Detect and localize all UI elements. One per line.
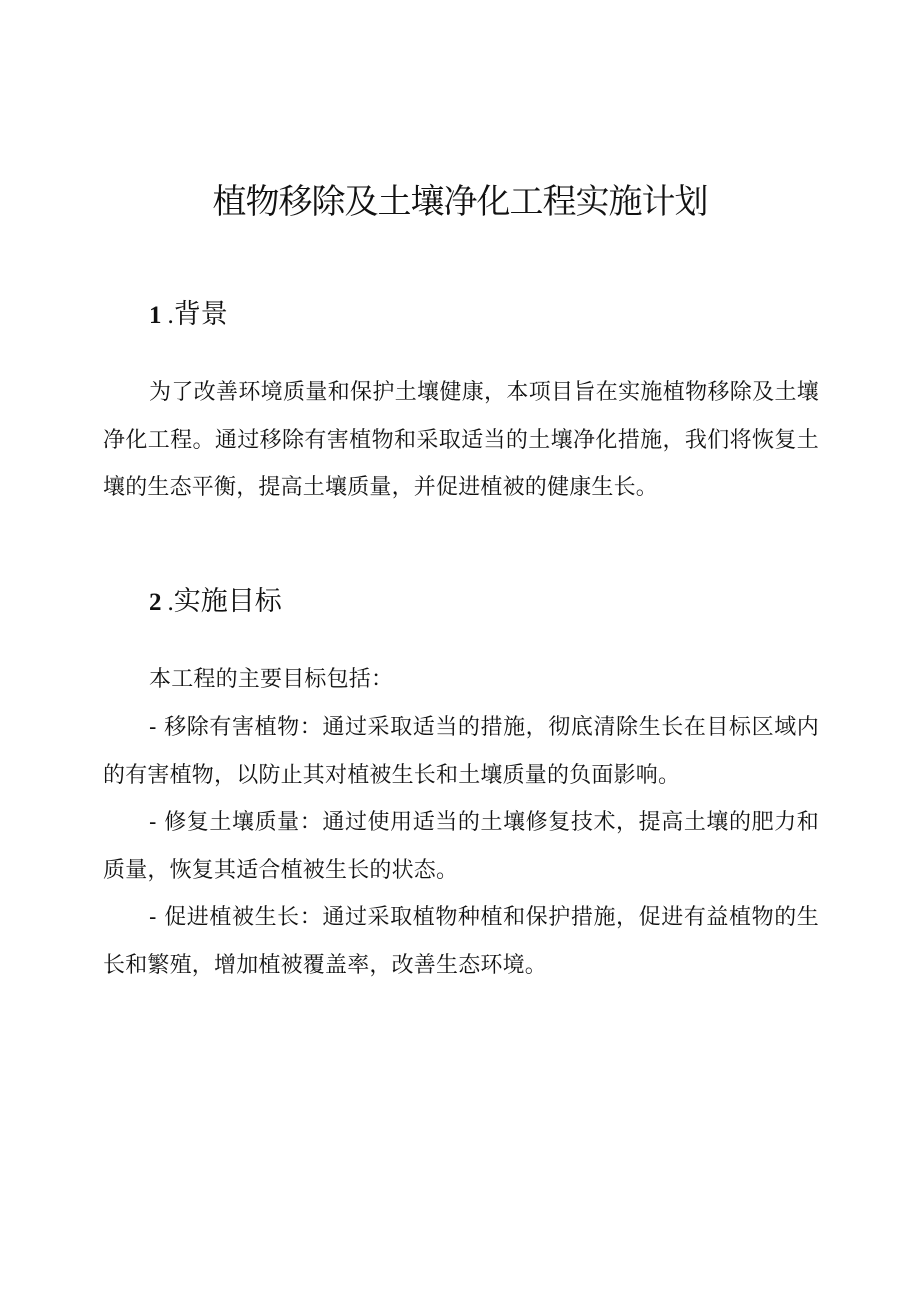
background-paragraph: 为了改善环境质量和保护土壤健康，本项目旨在实施植物移除及土壤净化工程。通过移除有害植物和采取适当的土壤净化措施，我们将恢复土壤的生态平衡，提高土壤质量，并促进植被的健康生长。 [103,380,819,500]
goal-item-restore-soil-quality: - 修复土壤质量：通过使用适当的土壤修复技术，提高土壤的肥力和质量，恢复其适合植被生长的状态。 [103,810,819,883]
section-number: 1 [149,302,162,329]
goal-item-remove-harmful-plants: - 移除有害植物：通过采取适当的措施，彻底清除生长在目标区域内的有害植物，以防止其对植被生长和土壤质量的负面影响。 [103,715,819,788]
goal-item-promote-vegetation: - 促进植被生长：通过采取植物种植和保护措施，促进有益植物的生长和繁殖，增加植被覆盖率，改善生态环境。 [103,905,819,978]
section-number-separator: . [167,589,174,616]
section-number: 2 [149,589,162,616]
section-heading-goals [149,582,282,623]
document-title: 植物移除及土壤净化工程实施计划 [212,182,708,222]
goals-intro-paragraph: 本工程的主要目标包括： [149,667,394,692]
section-heading-background [149,295,228,336]
section-number-separator: . [167,302,174,329]
section-heading-text: 实施目标 [173,586,282,617]
section-heading-text: 背景 [173,299,228,330]
